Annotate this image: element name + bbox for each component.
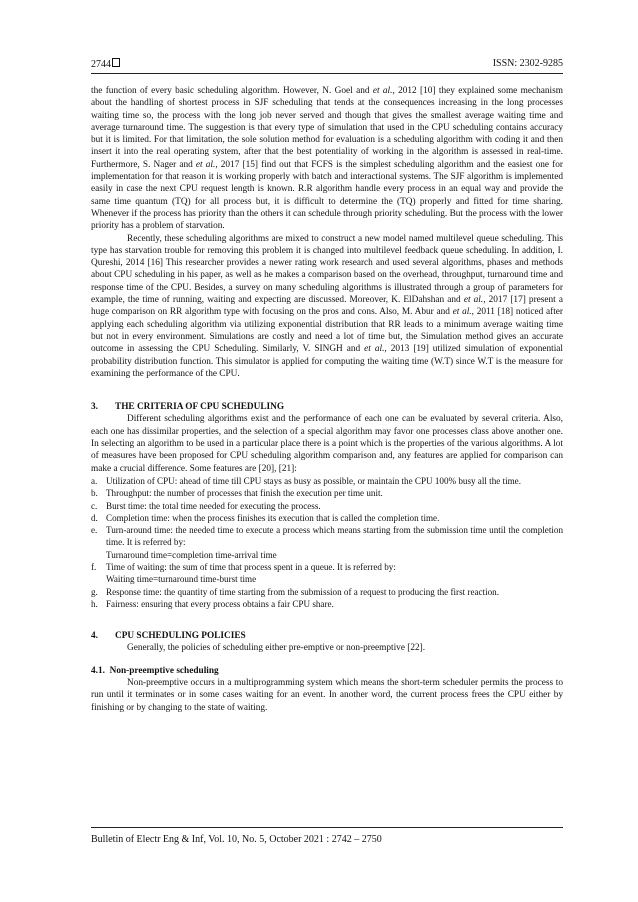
criteria-item-text: Turn-around time: the needed time to execute a process which means starting from the submission time until the completion time. It is referred by:	[106, 525, 563, 548]
criteria-item-letter: d.	[91, 512, 98, 523]
issn: ISSN: 2302-9285	[492, 58, 563, 69]
section-4-intro: Generally, the policies of scheduling either pre-emptive or non-preemptive [22].	[127, 643, 426, 654]
criteria-item-formula: Waiting time=turnaround time-burst time	[106, 574, 257, 585]
criteria-item	[91, 475, 563, 487]
intro-paragraph-1: the function of every basic scheduling algorithm. However, N. Goel and et al., 2012 [10] they explained some mechanism about the handling of shortest process in SJF scheduling that tends at the consequences increasing in the long processes waiting time so, the process with the long job never served and though that gives the smallest average waiting time and average turnaround time. The suggestion is that every type of simulation that used in the CPU scheduling contains accuracy but it is limited. For that limitation, the sole solution method for evaluation is a scheduling algorithm with coding it and then insert it into the real operating system, after that the best potentiality of working in the algorithm is assessed in real-time. Furthermore, S. Nager and et al., 2017 [15] find out that FCFS is the simplest scheduling algorithm and the easiest one for implementation for that reason it is working properly with batch and interactional systems. The SJF algorithm is implemented easily in case the next CPU request length is known. R.R algorithm handle every process in an equal way and provide the same time quantum (TQ) for all process but, it is difficult to determine the (TQ) properly and fitted for time sharing. Whenever if the process has priority than the others it can schedule through priority scheduling. But the process with the lower priority has a problem of starvation.	[91, 86, 563, 232]
page-number: 2744	[91, 58, 120, 72]
criteria-item-letter: c.	[91, 500, 98, 511]
criteria-item	[91, 500, 563, 512]
section-3-intro: Different scheduling algorithms exist and the performance of each one can be evaluated by several criteria. Also, each one has dissimilar properties, and the selection of a special algorithm may favor one processes class above another one. In selecting an algorithm to be used in a particular place there is a point which is the properties of the various algorithms. A lot of measures have been proposed for CPU scheduling algorithm comparison and, any features are applied for comparison can make a crucial difference. Some features are [20], [21]:	[91, 414, 563, 474]
criteria-item-text: Fairness: ensuring that every process obtains a fair CPU share.	[106, 598, 334, 609]
header-rule	[91, 73, 563, 74]
criteria-item-letter: g.	[91, 586, 98, 597]
criteria-item-text: Completion time: when the process finishes its execution that is called the completion time.	[106, 512, 440, 523]
intro-paragraph-2: Recently, these scheduling algorithms are mixed to construct a new model named multilevel queue scheduling. This type has starvation trouble for removing this problem it is changed into multilevel feedback queue scheduling. In addition, I. Qureshi, 2014 [16] This researcher provides a newer rating work research and used several algorithms, phases and methods about CPU scheduling in his paper, as well as he makes a comparison based on the overhead, throughput, turnaround time and response time of the CPU. Besides, a survey on many scheduling algorithms is illustrated through a group of parameters for example, the time of running, waiting and expecting are discussed. Moreover, K. ElDahshan and et al., 2017 [17] present a huge comparison on RR algorithm type with focusing on the pros and cons. Also, M. Abur and et al., 2011 [18] noticed after applying each scheduling algorithm via utilizing exponential distribution that RR leads to a minimum average waiting time but not in every environment. Simulations are costly and need a lot of time but, the Simulation method gives an accurate outcome in assessing the CPU Scheduling. Similarly, V. SINGH and et al., 2013 [19] utilized simulation of exponential probability distribution function. This simulator is applied for computing the waiting time (W.T) since W.T is the measure for examining the performance of the CPU.	[91, 233, 563, 379]
section-4-heading: 4. CPU SCHEDULING POLICIES	[91, 631, 246, 642]
footer-rule	[91, 827, 563, 828]
page-footer	[91, 826, 563, 845]
criteria-item-letter: f.	[91, 561, 97, 572]
criteria-item	[91, 586, 563, 598]
criteria-item	[91, 524, 563, 561]
section-3-heading: 3. THE CRITERIA OF CPU SCHEDULING	[91, 402, 285, 413]
criteria-item-text: Throughput: the number of processes that finish the execution per time unit.	[106, 488, 383, 499]
criteria-item-letter: h.	[91, 598, 98, 609]
page-content	[91, 58, 563, 714]
checkbox-glyph-icon	[112, 58, 120, 67]
criteria-item	[91, 512, 563, 524]
criteria-list	[91, 475, 563, 610]
criteria-item-text: Utilization of CPU: ahead of time till CPU stays as busy as possible, or maintain the CPU 100% busy all the time.	[106, 475, 521, 486]
criteria-item-letter: e.	[91, 525, 98, 536]
page-header	[91, 58, 563, 72]
criteria-item-letter: b.	[91, 488, 98, 499]
criteria-item	[91, 487, 563, 499]
criteria-item-text: Response time: the quantity of time starting from the submission of a request to producing the first reaction.	[106, 586, 499, 597]
criteria-item	[91, 561, 563, 586]
criteria-item-text: Time of waiting: the sum of time that process spent in a queue. It is referred by:	[106, 561, 396, 572]
subsection-4-1-heading: 4.1. Non-preemptive scheduling	[91, 665, 219, 676]
criteria-item-formula: Turnaround time=completion time-arrival time	[106, 549, 277, 560]
footer-citation: Bulletin of Electr Eng & Inf, Vol. 10, No. 5, October 2021 : 2742 – 2750	[91, 834, 382, 845]
subsection-4-1-text: Non-preemptive occurs in a multiprogramming system which means the short-term scheduler permits the process to run until it terminates or in some cases waiting for an event. In another word, the current process frees the CPU either by finishing or by changing to the state of waiting.	[91, 678, 563, 713]
criteria-item-letter: a.	[91, 475, 98, 486]
criteria-item-text: Burst time: the total time needed for executing the process.	[106, 500, 321, 511]
criteria-item	[91, 598, 563, 610]
